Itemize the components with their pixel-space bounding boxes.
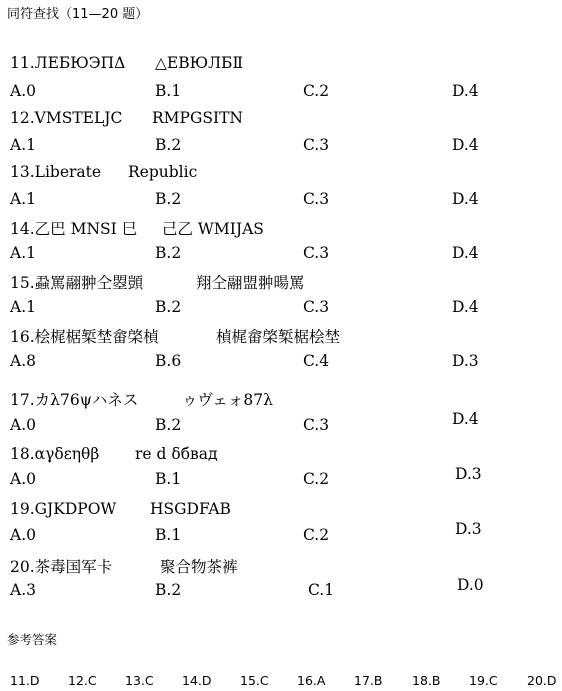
question-number: 13.	[10, 163, 35, 181]
option-c: C.2	[303, 526, 330, 544]
question-line	[10, 217, 264, 239]
option-c: C.2	[303, 82, 330, 100]
option-b: B.2	[155, 244, 182, 262]
option-d: D.4	[452, 244, 479, 262]
answer-item: 17.B	[354, 673, 383, 688]
string-b: Republic	[128, 163, 198, 181]
string-a: 乙巴 MNSI 巳	[34, 220, 138, 238]
string-b: re d δбвад	[135, 445, 218, 463]
question-number: 19.	[10, 500, 35, 518]
answer-item: 15.C	[240, 673, 269, 688]
option-b: B.6	[155, 352, 182, 370]
option-a: A.0	[10, 416, 36, 434]
option-d: D.4	[452, 410, 479, 428]
question-line	[10, 163, 198, 181]
option-c: C.1	[308, 581, 335, 599]
string-a: ЛЕБЮЭПΔ	[34, 54, 126, 72]
string-a: 蝨罵翮翀仝曌顗	[34, 274, 144, 292]
question-number: 18.	[10, 445, 35, 463]
option-a: A.0	[10, 470, 36, 488]
string-b: 己乙 WMIJAS	[162, 220, 264, 238]
option-a: A.0	[10, 82, 36, 100]
string-a: カλ76ψハネス	[34, 391, 139, 409]
option-a: A.1	[10, 190, 36, 208]
question-number: 14.	[10, 220, 35, 238]
question-number: 15.	[10, 274, 35, 292]
question-line	[10, 388, 273, 410]
string-a: 茶毒国军卡	[34, 558, 113, 576]
option-b: B.1	[155, 526, 182, 544]
option-c: C.2	[303, 470, 330, 488]
answer-item: 12.C	[68, 673, 97, 688]
question-number: 20.	[10, 558, 35, 576]
option-d: D.4	[452, 136, 479, 154]
question-line	[10, 271, 305, 293]
answer-item: 14.D	[182, 673, 212, 688]
answers-title: 参考答案	[7, 632, 58, 647]
option-a: A.3	[10, 581, 36, 599]
answer-item: 13.C	[125, 673, 154, 688]
answer-item: 18.B	[412, 673, 441, 688]
string-b: 翔仝翮盟翀暘罵	[196, 274, 305, 292]
option-b: B.1	[155, 82, 182, 100]
question-number: 16.	[10, 328, 35, 346]
string-b: 楨梶畲棨椠椐桧埜	[216, 328, 341, 346]
option-c: C.3	[303, 136, 330, 154]
string-a: αγδεηθβ	[34, 445, 100, 463]
option-d: D.4	[452, 298, 479, 316]
string-b: HSGDFAB	[150, 500, 231, 518]
string-b: 聚合物茶裤	[160, 558, 238, 576]
question-line	[10, 555, 238, 577]
answer-item: 11.D	[10, 673, 40, 688]
question-number: 12.	[10, 109, 35, 127]
question-line	[10, 325, 341, 347]
string-a: 桧梶椐椠埜畲棨楨	[34, 328, 159, 346]
question-line	[10, 445, 218, 463]
question-number: 17.	[10, 391, 35, 409]
answer-item: 20.D	[527, 673, 557, 688]
option-c: C.3	[303, 244, 330, 262]
answer-item: 19.C	[469, 673, 498, 688]
option-a: A.1	[10, 136, 36, 154]
option-d: D.4	[452, 190, 479, 208]
option-a: A.8	[10, 352, 36, 370]
answer-item: 16.A	[297, 673, 326, 688]
question-line	[10, 109, 243, 127]
option-d: D.4	[452, 82, 479, 100]
option-c: C.3	[303, 298, 330, 316]
option-d: D.3	[455, 520, 482, 538]
string-a: VMSTELJC	[34, 109, 123, 127]
string-b: ゥヴェォ87λ	[182, 391, 273, 409]
question-number: 11.	[10, 54, 35, 72]
option-b: B.2	[155, 190, 182, 208]
section-header: 同符查找（11—20 题）	[7, 7, 149, 22]
option-c: C.3	[303, 190, 330, 208]
option-d: D.3	[452, 352, 479, 370]
option-b: B.2	[155, 298, 182, 316]
string-a: Liberate	[34, 163, 102, 181]
option-d: D.3	[455, 465, 482, 483]
option-c: C.3	[303, 416, 330, 434]
string-b: RMPGSITN	[152, 109, 243, 127]
option-a: A.0	[10, 526, 36, 544]
option-b: B.2	[155, 416, 182, 434]
option-b: B.2	[155, 136, 182, 154]
option-b: B.2	[155, 581, 182, 599]
string-b: △ЕВЮЛБⅡ	[155, 54, 243, 72]
string-a: GJKDPOW	[34, 500, 117, 518]
question-line	[10, 54, 243, 72]
option-c: C.4	[303, 352, 330, 370]
option-b: B.1	[155, 470, 182, 488]
option-a: A.1	[10, 244, 36, 262]
option-a: A.1	[10, 298, 36, 316]
option-d: D.0	[457, 576, 484, 594]
question-line	[10, 500, 231, 518]
